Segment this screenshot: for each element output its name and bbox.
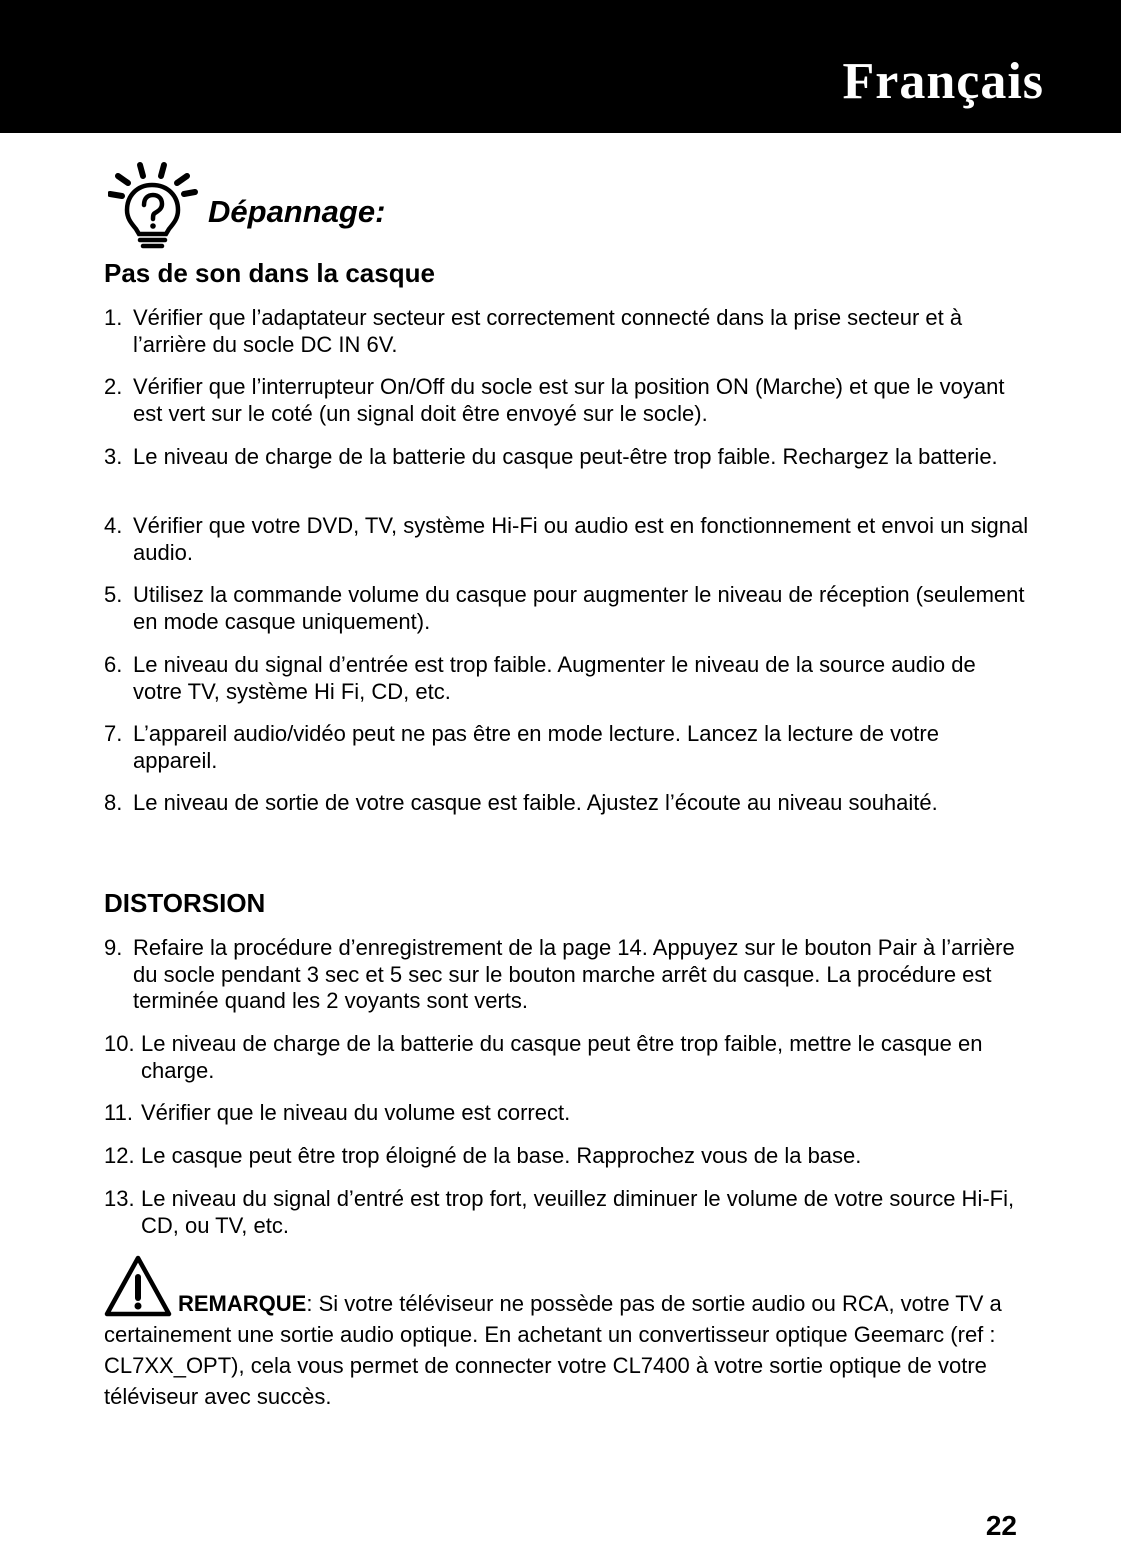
item-number: 9. [104, 935, 123, 960]
item-text: Vérifier que votre DVD, TV, système Hi-Fi ou audio est en fonctionnement et envoi un signal audio. [133, 513, 1029, 565]
subheading-distortion: DISTORSION [104, 888, 266, 918]
list-item [104, 790, 1029, 817]
item-text: Le niveau de charge de la batterie du casque peut-être trop faible. Rechargez la batterie. [133, 444, 998, 469]
note-label: REMARQUE [178, 1291, 307, 1316]
item-number: 8. [104, 790, 123, 815]
list-item [104, 444, 1029, 471]
item-number: 13. [104, 1186, 135, 1211]
list-item [104, 582, 1029, 635]
item-text: Vérifier que l’interrupteur On/Off du socle est sur la position ON (Marche) et que le voyant est vert sur le coté (un signal doit être envoyé sur le socle). [133, 374, 1005, 426]
header-band [0, 0, 1121, 133]
list-item [104, 374, 1029, 427]
item-text: Le casque peut être trop éloigné de la base. Rapprochez vous de la base. [141, 1143, 862, 1168]
item-number: 7. [104, 721, 123, 746]
item-number: 1. [104, 305, 123, 330]
item-text: Le niveau de sortie de votre casque est faible. Ajustez l’écoute au niveau souhaité. [133, 790, 938, 815]
list-item [104, 1143, 1029, 1170]
item-text: L’appareil audio/vidéo peut ne pas être en mode lecture. Lancez la lecture de votre appareil. [133, 721, 939, 773]
list-item [104, 652, 1029, 705]
item-text: Le niveau de charge de la batterie du casque peut être trop faible, mettre le casque en charge. [141, 1031, 983, 1083]
list-item [104, 1100, 1029, 1127]
item-number: 6. [104, 652, 123, 677]
item-number: 2. [104, 374, 123, 399]
item-number: 12. [104, 1143, 135, 1168]
item-number: 10. [104, 1031, 135, 1056]
item-text: Le niveau du signal d’entré est trop fort, veuillez diminuer le volume de votre source Hi-Fi, CD, ou TV, etc. [141, 1186, 1015, 1238]
item-number: 5. [104, 582, 123, 607]
item-number: 4. [104, 513, 123, 538]
list-item [104, 1031, 1029, 1084]
list-item [104, 305, 1029, 358]
item-text: Vérifier que l’adaptateur secteur est correctement connecté dans la prise secteur et à l’arrière du socle DC IN 6V. [133, 305, 963, 357]
list-item [104, 935, 1029, 1015]
subheading-no-sound: Pas de son dans la casque [104, 258, 435, 288]
item-number: 11. [104, 1100, 133, 1125]
list-item [104, 513, 1029, 566]
item-text: Vérifier que le niveau du volume est correct. [141, 1100, 571, 1125]
note-paragraph [104, 1288, 1029, 1412]
section-title: Dépannage: [208, 194, 386, 229]
item-text: Le niveau du signal d’entrée est trop faible. Augmenter le niveau de la source audio de votre TV, système Hi Fi, CD, etc. [133, 652, 976, 704]
list-item [104, 1186, 1029, 1239]
language-title: Français [842, 53, 1044, 110]
page-number: 22 [985, 1510, 1017, 1541]
item-number: 3. [104, 444, 123, 469]
list-item [104, 721, 1029, 774]
lightbulb-question-icon [108, 161, 200, 251]
item-text: Refaire la procédure d’enregistrement de la page 14. Appuyez sur le bouton Pair à l’arrière du socle pendant 3 sec et 5 sec sur le bouton marche arrêt du casque. La procédure est terminée quand les 2 voyants sont verts. [133, 935, 1015, 1013]
item-text: Utilisez la commande volume du casque pour augmenter le niveau de réception (seulement en mode casque uniquement). [133, 582, 1025, 634]
note-text: : Si votre téléviseur ne possède pas de sortie audio ou RCA, votre TV a certainement une sortie audio optique. En achetant un convertisseur optique Geemarc (ref : CL7XX_OPT), cela vous permet de connecter votre CL7400 à votre sortie optique de votre téléviseur avec succès. [104, 1291, 1002, 1409]
